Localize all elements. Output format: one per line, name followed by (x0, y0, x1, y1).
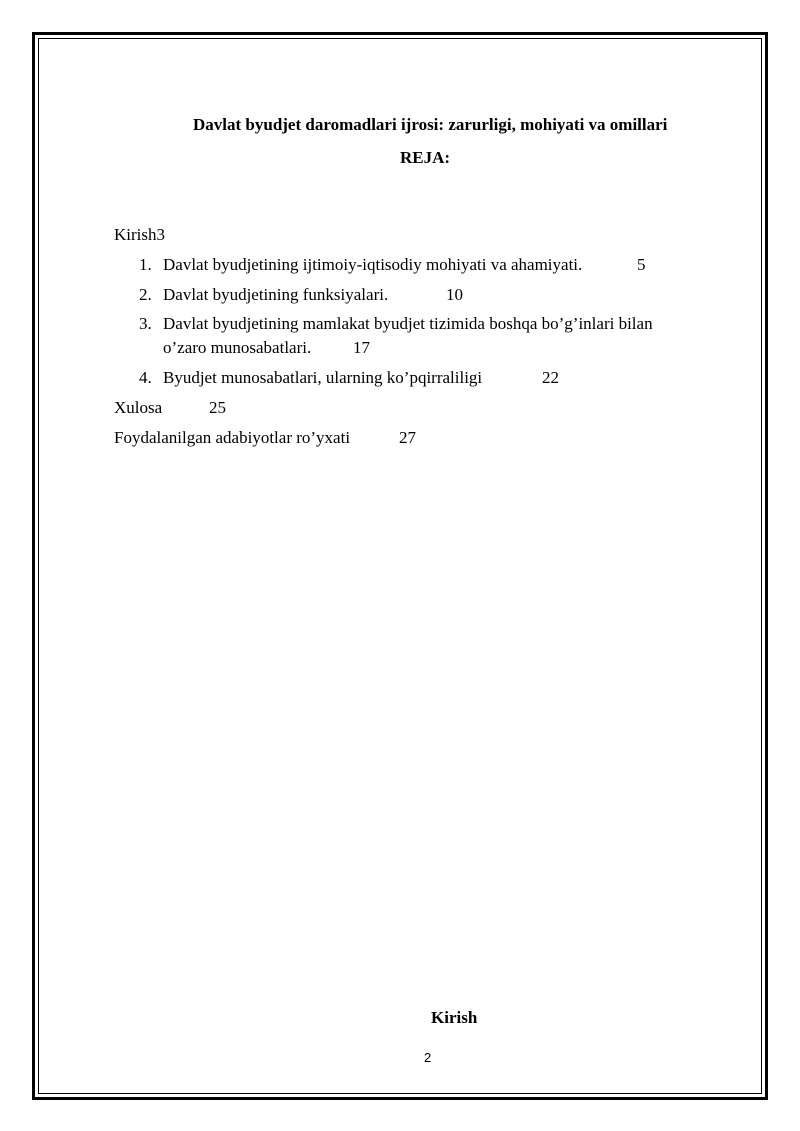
document-title: Davlat byudjet daromadlari ijrosi: zarurligi, mohiyati va omillari (193, 115, 668, 134)
toc-item-3-page: 17 (353, 338, 370, 357)
toc-references-page: 27 (399, 428, 416, 447)
toc-item-4-text: Byudjet munosabatlari, ularning ko’pqirraliligi (163, 368, 483, 387)
toc-intro-page: 3 (156, 225, 165, 244)
toc-entry-intro (114, 225, 165, 245)
toc-conclusion-page: 25 (209, 398, 226, 417)
toc-item-1-number: 1. (139, 255, 152, 274)
toc-item-4-page: 22 (542, 368, 559, 387)
toc-item-3-text-line2: o’zaro munosabatlari. (163, 338, 312, 357)
toc-references-label: Foydalanilgan adabiyotlar ro’yxati (114, 428, 351, 447)
toc-intro-label: Kirish (114, 225, 157, 244)
page-number: 2 (424, 1050, 432, 1065)
toc-item-1-page: 5 (637, 255, 646, 274)
toc-item-2-number: 2. (139, 285, 152, 304)
page-border-inner (38, 38, 762, 1094)
toc-item-3-number: 3. (139, 314, 152, 333)
toc-item-4-number: 4. (139, 368, 152, 387)
toc-item-3-text-line1: Davlat byudjetining mamlakat byudjet tizimida boshqa bo’g’inlari bilan (163, 314, 653, 333)
section-heading-intro: Kirish (431, 1008, 478, 1027)
toc-item-1-text: Davlat byudjetining ijtimoiy-iqtisodiy mohiyati va ahamiyati. (163, 255, 583, 274)
toc-item-2-text: Davlat byudjetining funksiyalari. (163, 285, 389, 304)
plan-heading: REJA: (400, 148, 451, 167)
toc-conclusion-label: Xulosa (114, 398, 163, 417)
toc-item-2-page: 10 (446, 285, 463, 304)
